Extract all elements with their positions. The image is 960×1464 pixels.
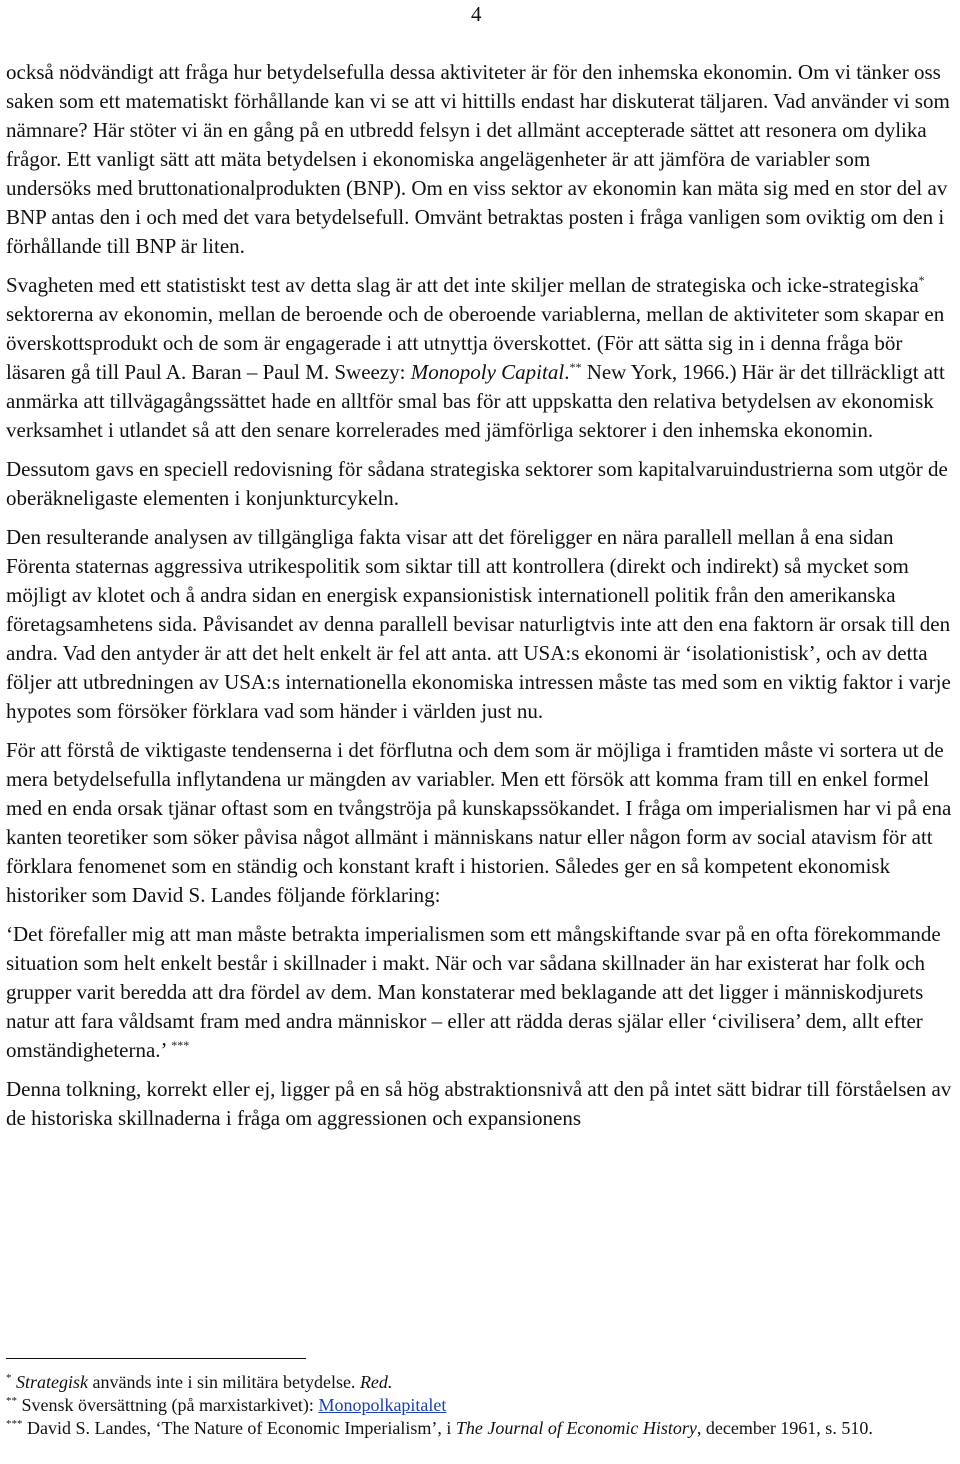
footnote: [6, 1394, 952, 1417]
paragraph: [6, 58, 952, 261]
footnote-italic: Strategisk: [16, 1372, 88, 1392]
footnote-italic: Red.: [359, 1372, 393, 1392]
paragraph-text: ‘Det förefaller mig att man måste betrakta imperialismen som ett mångskiftande svar på en ofta förekommande situation som helt enkelt består i skillnader i makt. När och var sådana skillnader än har existerat har folk och grupper varit beredda att dra fördel av dem. Man konstaterar med beklagande att det ligger i människodjurets natur att fara våldsamt fram med andra människor – eller att rädda deras själar eller ‘civilisera’ dem, allt efter omständigheterna.’: [6, 922, 941, 1062]
body-text: [6, 58, 952, 1143]
page-number: 4: [471, 2, 482, 26]
paragraph: [6, 1075, 952, 1133]
paragraph-text: För att förstå de viktigaste tendenserna i det förflutna och dem som är möjliga i framtiden måste vi sortera ut de mera betydelsefulla inflytandena ur mängden av variabler. Men ett försök att komma fram till en enkel formel med en enda orsak tjänar oftast som en tvångströja på kunskapssökandet. I fråga om imperialismen har vi på ena kanten teoretiker som söker påvisa något allmänt i människans natur eller någon form av social atavism för att förklara fenomenet som en ständig och konstant kraft i historien. Således ger en så kompetent ekonomisk historiker som David S. Landes följande förklaring:: [6, 738, 952, 907]
footnote-text: används inte i sin militära betydelse.: [88, 1372, 360, 1392]
footnote-text: , december 1961, s. 510.: [696, 1418, 873, 1438]
paragraph-text: Dessutom gavs en speciell redovisning för sådana strategiska sektorer som kapitalvaruindustrierna som utgör de oberäkneligaste elementen i konjunkturcykeln.: [6, 457, 948, 510]
book-title: Monopoly Capital: [410, 360, 565, 384]
footnote-text: David S. Landes, ‘The Nature of Economic Imperialism’, i: [22, 1418, 456, 1438]
footnote: [6, 1417, 952, 1440]
footnote-marker: *: [6, 1372, 12, 1384]
paragraph-text: .: [564, 360, 570, 384]
paragraph-text: Denna tolkning, korrekt eller ej, ligger på en så hög abstraktionsnivå att den på intet sätt bidrar till förståelsen av de historiska skillnaderna i fråga om aggressionen och expansionens: [6, 1077, 952, 1130]
journal-title: The Journal of Economic History: [455, 1418, 697, 1438]
footnote-text: Svensk översättning (på marxistarkivet):: [17, 1395, 319, 1415]
footnote: [6, 1371, 952, 1394]
paragraph: [6, 523, 952, 726]
footnote-ref: ***: [171, 1038, 190, 1052]
paragraph: [6, 271, 952, 445]
paragraph-text: också nödvändigt att fråga hur betydelsefulla dessa aktiviteter är för den inhemska ekonomin. Om vi tänker oss saken som ett matematiskt förhållande kan vi se att vi hittills endast har diskuterat täljaren. Vad använder vi som nämnare? Här stöter vi än en gång på en utbredd felsyn i det allmänt accepterade sättet att resonera om dylika frågor. Ett vanligt sätt att mäta betydelsen i ekonomiska angelägenheter är att jämföra de variabler som undersöks med bruttonationalprodukten (BNP). Om en viss sektor av ekonomin kan mäta sig med en stor del av BNP antas den i och med det vara betydelsefull. Omvänt betraktas posten i fråga vanligen som oviktig om den i förhållande till BNP är liten.: [6, 60, 950, 258]
footnote-ref: *: [918, 273, 925, 287]
footnote-marker: **: [6, 1395, 17, 1407]
quote-paragraph: [6, 920, 952, 1065]
footnote-marker: ***: [6, 1418, 23, 1430]
paragraph: [6, 736, 952, 910]
monopolkapitalet-link[interactable]: Monopolkapitalet: [318, 1395, 447, 1415]
paragraph-text: Den resulterande analysen av tillgängliga fakta visar att det föreligger en nära parallell mellan å ena sidan Förenta staternas aggressiva utrikespolitik som siktar till att kontrollera (direkt och indirekt) så mycket som möjligt av klotet och å andra sidan en energisk expansionistisk internationell politik från den amerikanska företagsamhetens sida. Påvisandet av denna parallell bevisar naturligtvis inte att den ena faktorn är orsak till den andra. Vad den antyder är att det helt enkelt är fel att anta. att USA:s ekonomi är ‘isolationistisk’, och av detta följer att utbredningen av USA:s internationella ekonomiska intressen måste tas med som en viktig faktor i varje hypotes som försöker förklara vad som händer i världen just nu.: [6, 525, 951, 723]
paragraph-text: sektorerna av ekonomin, mellan de beroende och de oberoende variablerna, mellan de aktiviteter som skapar en överskottsprodukt och de som är engagerade i att utnyttja överskottet. (För att sätta sig in i denna fråga bör läsaren gå till Paul A. Baran – Paul M. Sweezy:: [6, 302, 945, 384]
paragraph-text: Svagheten med ett statistiskt test av detta slag är att det inte skiljer mellan de strategiska och icke-strategiska: [6, 273, 919, 297]
paragraph-text: New York, 1966.) Här är det tillräckligt att anmärka att tillvägagångssättet hade en alltför smal bas för att uppskatta den relativa betydelsen av ekonomisk verksamhet i utlandet så att den senare korrelerades med jämförliga sektorer i den inhemska ekonomin.: [6, 360, 945, 442]
footnotes: [6, 1371, 952, 1440]
footnote-divider: [6, 1358, 306, 1359]
footnote-ref: **: [569, 360, 582, 374]
paragraph: [6, 455, 952, 513]
